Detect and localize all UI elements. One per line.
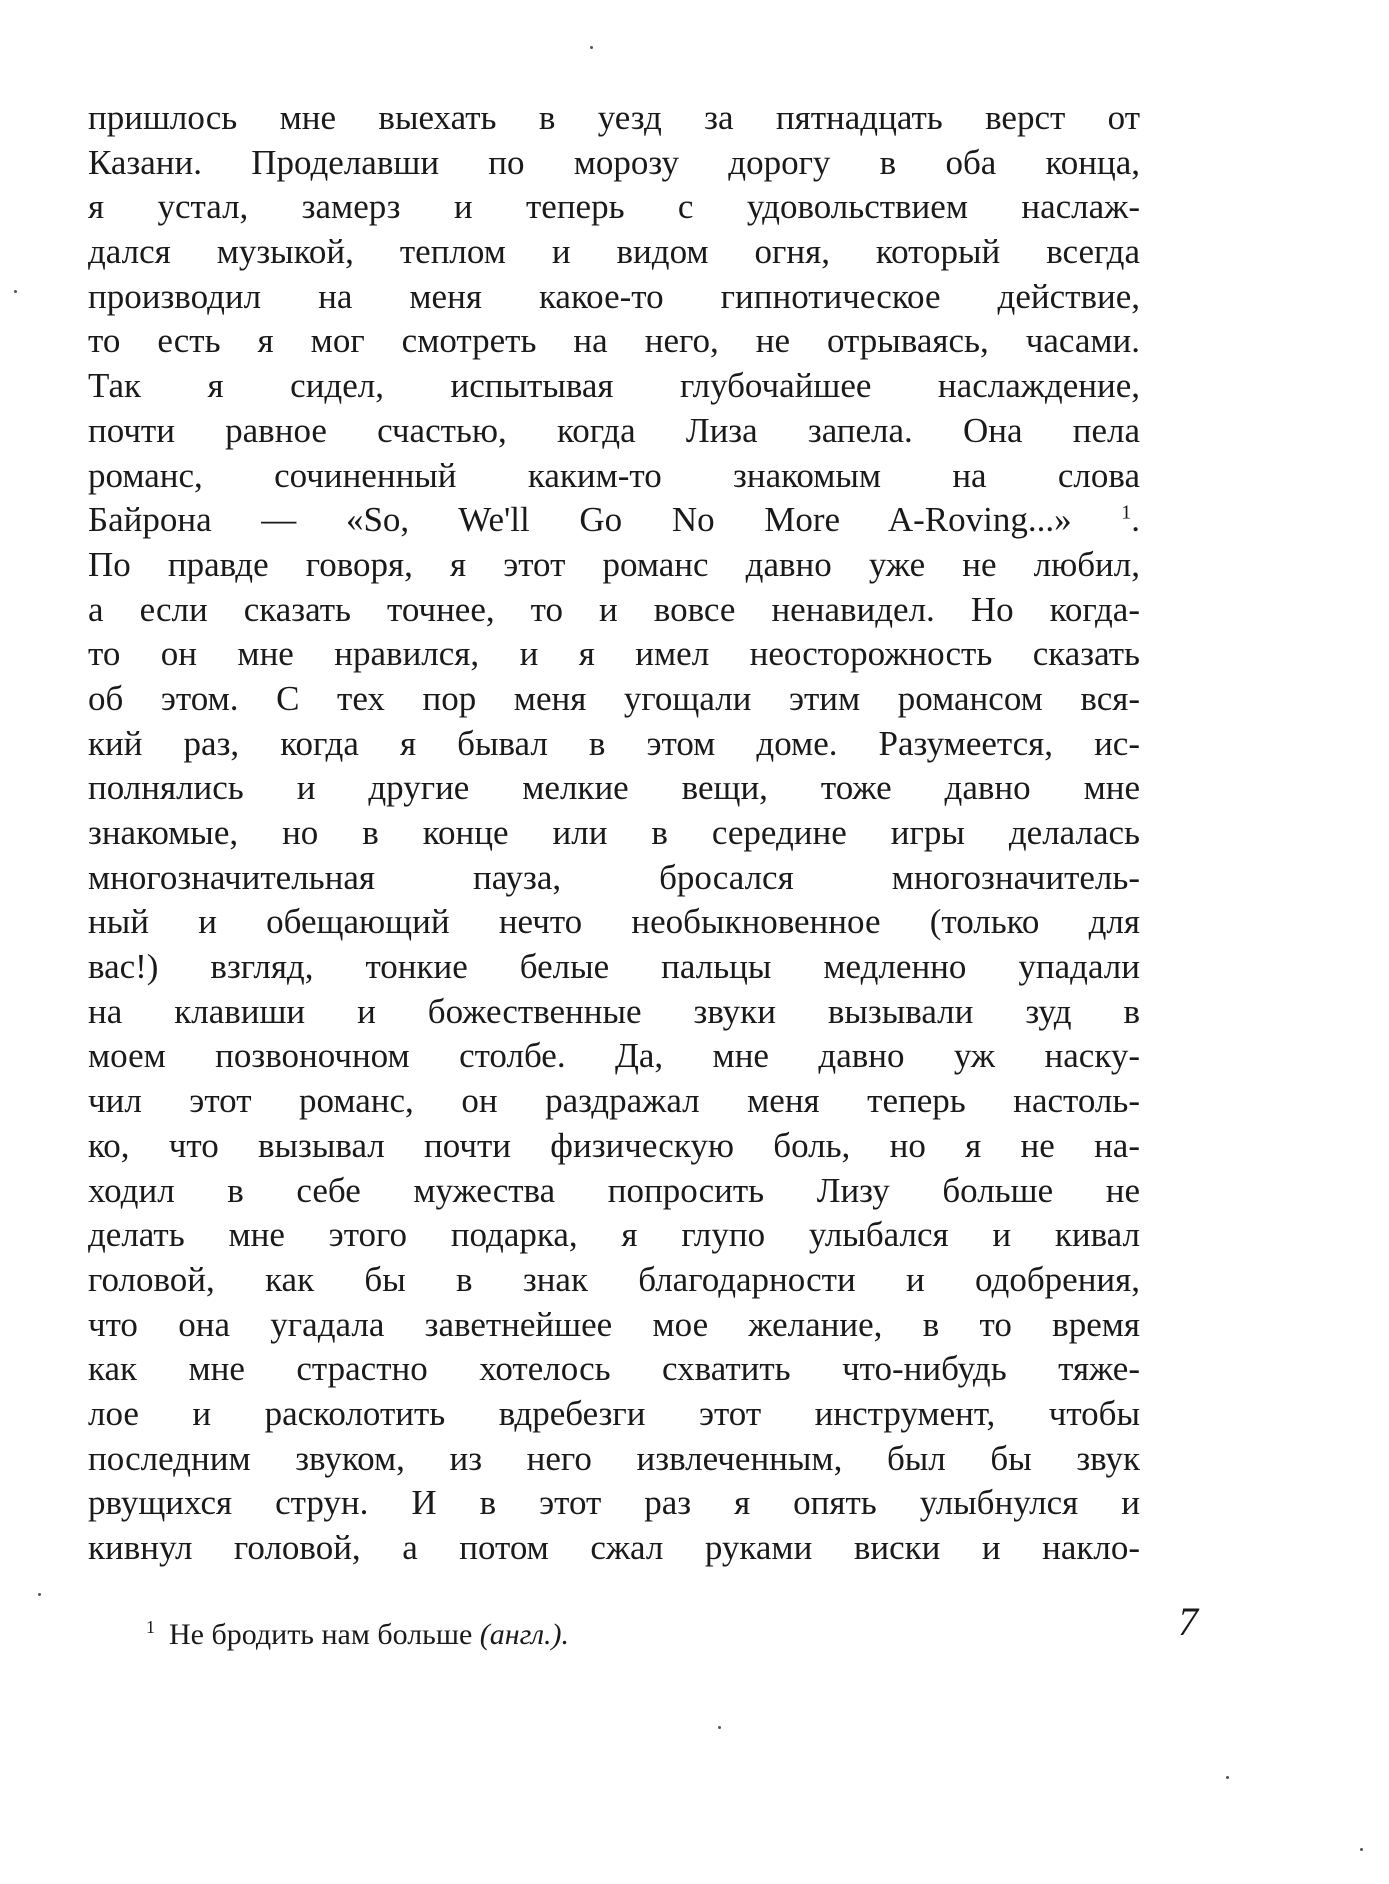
text-line: как мне страстно хотелось схватить что-нибудь тяже- (88, 1349, 1140, 1389)
text-line: ходил в себе мужества попросить Лизу больше не (88, 1170, 1140, 1210)
footnote-language-note: (англ.). (479, 1618, 570, 1651)
text-line: Так я сидел, испытывая глубочайшее наслаждение, (88, 366, 1140, 406)
text-line: По правде говоря, я этот романс давно уже не любил, (88, 544, 1140, 584)
text-line-content: Байрона — «So, We'll Go No More A-Roving...» (88, 500, 1072, 540)
footnote-reference-tail: . (1131, 500, 1140, 540)
text-line: лое и расколотить вдребезги этот инструмент, чтобы (88, 1393, 1140, 1433)
text-line: на клавиши и божественные звуки вызывали зуд в (88, 991, 1140, 1031)
text-line: ко, что вызывал почти физическую боль, но я не на- (88, 1125, 1140, 1165)
text-line: почти равное счастью, когда Лиза запела. Она пела (88, 410, 1140, 450)
text-line: делать мне этого подарка, я глупо улыбался и кивал (88, 1215, 1140, 1255)
text-line: об этом. С тех пор меня угощали этим романсом вся- (88, 678, 1140, 718)
text-line: рвущихся струн. И в этот раз я опять улыбнулся и (88, 1483, 1140, 1523)
text-line: моем позвоночном столбе. Да, мне давно уж наску- (88, 1036, 1140, 1076)
scan-speck (718, 1726, 721, 1729)
text-line: вас!) взгляд, тонкие белые пальцы медленно упадали (88, 947, 1140, 987)
scan-speck (14, 290, 17, 293)
text-line: то есть я мог смотреть на него, не отрываясь, часами. (88, 321, 1140, 361)
scan-speck (1360, 1848, 1363, 1851)
footnote (146, 1617, 569, 1653)
text-line: производил на меня какое-то гипнотическое действие, (88, 276, 1140, 316)
scan-speck (590, 46, 593, 49)
text-line: пришлось мне выехать в уезд за пятнадцать верст от (88, 98, 1140, 137)
text-line: романс, сочиненный каким-то знакомым на слова (88, 455, 1140, 495)
text-line: Казани. Проделавши по морозу дорогу в оба конца, (88, 142, 1140, 182)
text-line: головой, как бы в знак благодарности и одобрения, (88, 1259, 1140, 1299)
text-line: многозначительная пауза, бросался многозначитель- (88, 857, 1140, 897)
scan-speck (38, 1593, 41, 1596)
scan-speck (1226, 1776, 1229, 1779)
footnote-text: Не бродить нам больше (169, 1618, 473, 1651)
text-line: чил этот романс, он раздражал меня теперь настоль- (88, 1081, 1140, 1121)
text-line: кивнул головой, а потом сжал руками виски и накло- (88, 1528, 1140, 1567)
text-line: кий раз, когда я бывал в этом доме. Разумеется, ис- (88, 723, 1140, 763)
text-line-with-footnote-ref (88, 498, 1140, 543)
body-text (88, 96, 1140, 1571)
text-line: последним звуком, из него извлеченным, был бы звук (88, 1438, 1140, 1478)
text-line: полнялись и другие мелкие вещи, тоже давно мне (88, 768, 1140, 808)
text-line: дался музыкой, теплом и видом огня, который всегда (88, 232, 1140, 272)
text-line: а если сказать точнее, то и вовсе ненавидел. Но когда- (88, 589, 1140, 629)
text-line: знакомые, но в конце или в середине игры делалась (88, 813, 1140, 852)
text-line: что она угадала заветнейшее мое желание, в то время (88, 1304, 1140, 1344)
footnote-reference: 1 (1121, 501, 1132, 524)
page-number: 7 (1178, 1599, 1198, 1644)
footnote-mark: 1 (146, 1617, 155, 1637)
text-line: я устал, замерз и теперь с удовольствием наслаж- (88, 187, 1140, 227)
text-line: то он мне нравился, и я имел неосторожность сказать (88, 634, 1140, 674)
text-line: ный и обещающий нечто необыкновенное (только для (88, 902, 1140, 942)
